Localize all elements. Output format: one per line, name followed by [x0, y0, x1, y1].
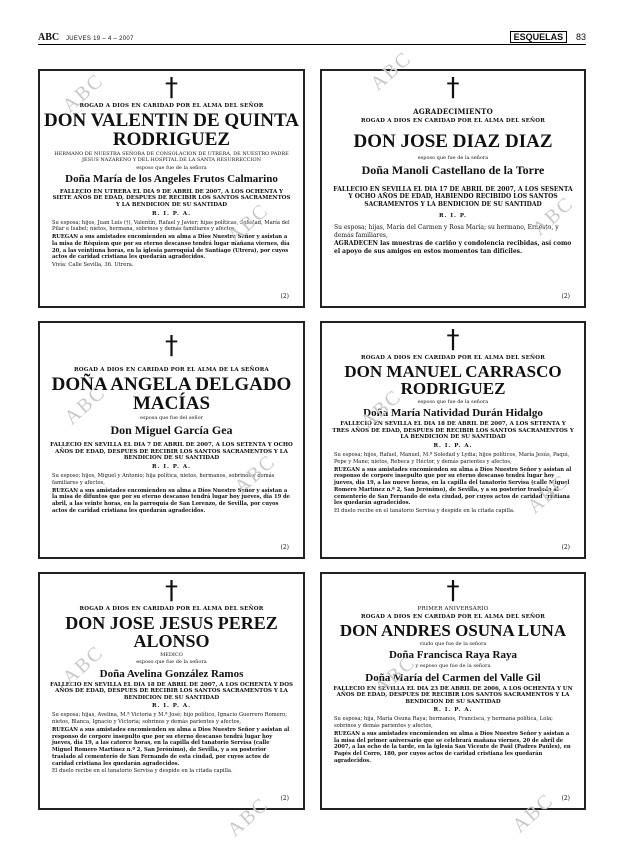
issue-date: JUEVES 19 – 4 – 2007	[66, 36, 134, 42]
cross-icon: †	[165, 73, 178, 103]
deceased-name: DOÑA ANGELA DELGADO MACÍAS	[51, 374, 292, 414]
section-name: ESQUELAS	[510, 31, 568, 43]
family-paragraph: Su esposa; hijos, Rafael, Manuel, M.ª Soledad y Lydia; hijos políticos, María Jesús, Paqui, Pepe y Mane; nietos, Rebeca y Héctor, y demás parientes y afectos,	[334, 452, 570, 465]
family-paragraph: Su esposa; hijos, Juan Luis (†), Valentín, Rafael y Javier; hijas políticas, Soledad, María del Pilar e Isabel; nietos, hermana, sobrinos y demás familiares y afectos,	[52, 219, 290, 233]
cross-icon: †	[446, 73, 460, 103]
spouse-intro: viudo que fue de la señora	[419, 641, 487, 647]
family-paragraph: Su esposa; hija, María Osuna Raya; hermanos, Francisca, y hermana política, Lola; sobrinos y demás parientes y afectos,	[334, 716, 553, 730]
abc-watermark: ABC	[58, 641, 109, 690]
spouse-name: Doña Avelina González Ramos	[99, 667, 244, 680]
prayer-line: ROGAD A DIOS EN CARIDAD POR EL ALMA DEL SEÑOR	[79, 606, 264, 612]
abc-watermark: ABC	[58, 69, 109, 118]
notice-count: (2)	[280, 795, 289, 802]
deceased-name: DON MANUEL CARRASCO RODRIGUEZ	[344, 362, 562, 398]
obituary-notice	[320, 69, 586, 308]
rip-line: R. I. P. A.	[151, 703, 192, 710]
spouse-name: Doña María de los Angeles Frutos Calmarino	[65, 172, 278, 185]
abc-watermark: ABC	[528, 192, 579, 241]
cross-icon: †	[165, 576, 178, 606]
address-line: Vivía: Calle Sevilla, 36. Utrera.	[52, 262, 134, 269]
request-paragraph: RUEGAN a sus amistades encomienden su alma a Dios Nuestro Señor y asistan a la misa del primer aniversario que se celebrará mañana viernes, 20 de abril de 2007, a las ocho de la tarde, en la iglesia San Vicente de Paúl (Padres Paúles), en Pagés del Corro, 180, por cuyos actos de caridad cristiana les quedarán agradecidos.	[334, 730, 571, 764]
rip-line: R. I. P. A.	[151, 210, 192, 217]
deceased-name: DON JOSE JESUS PEREZ ALONSO	[65, 613, 278, 651]
family-paragraph: Su esposo; hijos, Miguel y Antonio; hija política, nietos, hermanos, sobrinos y demás familiares y afectos,	[52, 473, 275, 486]
spouse-name: Doña María Natividad Durán Hidalgo	[363, 407, 543, 420]
notice-count: (2)	[561, 795, 570, 802]
prayer-line: ROGAD A DIOS EN CARIDAD POR EL ALMA DE LA SEÑORA	[74, 367, 269, 373]
abc-watermark: ABC	[370, 651, 421, 700]
spouse-intro: esposo que fue de la señora	[417, 399, 489, 405]
family-paragraph: Su esposa; hijas, Avelina, M.ª Victoria y M.ª José; hijo político, Ignacio Guerrero Romero; nietos, Blanca, Ignacio y Victoria; sobrinos y demás parientes y afectos,	[52, 712, 288, 726]
abc-watermark: ABC	[223, 793, 274, 842]
death-details: FALLECIO EN SEVILLA EL DIA 18 DE ABRIL DE 2007, A LOS SETENTA Y TRES AÑOS DE EDAD, DESPUES DE RECIBIR LOS SANTOS SACRAMENTOS Y LA BENDICION DE SU SANTIDAD	[332, 421, 574, 441]
abc-watermark: ABC	[356, 385, 407, 434]
obituary-notice	[38, 572, 305, 810]
header-right	[510, 32, 586, 43]
notice-count: (2)	[280, 544, 289, 551]
abc-watermark: ABC	[60, 381, 111, 430]
header-rule	[38, 44, 586, 45]
rip-line: R. I. P. A.	[433, 443, 473, 450]
notice-preface: AGRADECIMIENTO	[413, 107, 493, 116]
cross-icon: †	[446, 576, 460, 606]
abc-watermark: ABC	[523, 470, 574, 519]
abc-watermark: ABC	[223, 199, 274, 248]
spouse-intro: esposo que fue de la señora	[136, 659, 207, 666]
deceased-name: DON ANDRES OSUNA LUNA	[339, 621, 567, 640]
deceased-name: DON VALENTIN DE QUINTA RODRIGUEZ	[44, 110, 299, 150]
cross-icon: †	[165, 331, 178, 361]
death-details: FALLECIO EN SEVILLA EL DIA 7 DE ABRIL DE 2007, A LOS SETENTA Y OCHO AÑOS DE EDAD, DESPUES DE RECIBIR LOS SANTOS SACRAMENTOS Y LA BENDICION DE SU SANTIDAD	[50, 442, 293, 462]
mourning-line: El duelo recibe en el tanatorio Servisa y despide en la citada capilla.	[52, 768, 233, 775]
paper-name: ABC	[38, 32, 60, 43]
rip-line: R. I. P. A.	[433, 707, 473, 714]
obituary-notice	[320, 572, 586, 810]
thanks-paragraph: AGRADECEN las muestras de cariño y condolencia recibidas, así como el apoyo de sus amigos en estos momentos tan difíciles.	[334, 240, 572, 256]
second-spouse-intro: y esposo que fue de la señora	[415, 663, 491, 670]
request-paragraph: RUEGAN a sus amistades encomienden su alma a Dios Nuestro Señor y asistan a la misa de difuntos que por su eterno descanso tendrá lugar hoy jueves, día 19 de abril, a las veinte horas, en la parroquia de San Lorenzo, de Sevilla, por cuyos actos de caridad cristiana les quedarán agradecidos.	[52, 487, 290, 514]
death-details: FALLECIO EN SEVILLA EL DIA 23 DE ABRIL DE 2006, A LOS OCHENTA Y UN AÑOS DE EDAD, DESPUES DE RECIBIR LOS SANTOS SACRAMENTOS Y LA BENDICION DE SU SANTIDAD	[333, 685, 573, 705]
notice-preface: PRIMER ANIVERSARIO	[417, 606, 489, 612]
abc-watermark: ABC	[366, 47, 417, 96]
spouse-name: Doña Manoli Castellano de la Torre	[361, 163, 545, 178]
spouse-intro: esposo que fue de la señora	[417, 155, 489, 161]
prayer-line: ROGAD A DIOS EN CARIDAD POR EL ALMA DEL SEÑOR	[79, 103, 264, 109]
prayer-line: ROGAD A DIOS EN CARIDAD POR EL ALMA DEL SEÑOR	[361, 614, 545, 620]
notice-count: (2)	[561, 544, 570, 551]
header-left	[38, 32, 134, 43]
cross-icon: †	[446, 325, 460, 355]
spouse-intro: esposo que fue de la señora	[136, 164, 207, 171]
notice-count: (2)	[280, 293, 289, 300]
obituary-notice	[38, 321, 305, 559]
spouse-intro: esposa que fue del señor	[140, 415, 203, 421]
abc-watermark: ABC	[230, 450, 281, 499]
death-details: FALLECIO EN SEVILLA EL DIA 18 DE ABRIL DE 2007, A LOS OCHENTA Y DOS AÑOS DE EDAD, DESPUES DE RECIBIR LOS SANTOS SACRAMENTOS Y LA BENDICION DE SU SANTIDAD	[50, 681, 293, 701]
obituary-notice	[320, 321, 586, 559]
death-details: FALLECIO EN UTRERA EL DIA 9 DE ABRIL DE 2007, A LOS OCHENTA Y SIETE AÑOS DE EDAD, DESPUES DE RECIBIR LOS SANTOS SACRAMENTOS Y LA BENDICION DE SU SANTIDAD	[52, 188, 291, 208]
prayer-line: ROGAD A DIOS EN CARIDAD POR EL ALMA DEL SEÑOR	[361, 355, 545, 361]
deceased-title: HERMANO DE NUESTRA SEÑORA DE CONSOLACION DE UTRERA, DE NUESTRO PADRE JESUS NAZARENO Y DEL HOSPITAL DE LA SANTA RESURRECCION	[54, 151, 289, 164]
family-paragraph: Su esposa; hijas, María del Carmen y Rosa María; su hermano, Ernesto, y demás familiares,	[334, 223, 559, 239]
request-paragraph: RUEGAN a sus amistades encomienden su alma a Dios Nuestro Señor y asistan al responso de corpore insepulto que por su eterno descanso tendrá lugar hoy jueves, día 19, a las catorce horas, en la capilla del tanatorio Servisa (calle Miguel Romero Martínez n.º 2, San Jerónimo), de Sevilla, y a su posterior traslado al cementerio de San Fernando de esta ciudad, por cuyos actos de caridad cristiana les quedarán agradecidos.	[52, 726, 290, 767]
request-paragraph: RUEGAN a sus amistades encomienden su alma a Dios Nuestro Señor y asistan al responso de corpore insepulto que por su eterno descanso tendrá lugar hoy jueves, día 19, a las nueve horas, en la capilla del tanatorio Servisa (calle Miguel Romero Martínez n.º 2, San Jerónimo), de Sevilla, y a su posterior traslado al cementerio de San Fernando de esta ciudad, por cuyos actos de caridad cristiana les quedarán agradecidos.	[334, 466, 572, 507]
request-paragraph: RUEGAN a sus amistades encomienden su alma a Dios Nuestro Señor y asistan a la misa de Réquiem que por su eterno descanso tendrá lugar mañana viernes, día 20, a las veintiuna horas, en la iglesia parroquial de Santiago (Utrera), por cuyos actos de caridad cristiana les quedarán agradecidos.	[52, 234, 290, 261]
spouse-name: Doña Francisca Raya Raya	[388, 649, 518, 662]
spouse-name: Don Miguel García Gea	[110, 423, 233, 438]
notice-count: (2)	[561, 293, 570, 300]
abc-watermark: ABC	[508, 789, 559, 838]
deceased-title: MEDICO	[160, 652, 183, 658]
death-details: FALLECIO EN SEVILLA EL DIA 17 DE ABRIL DE 2007, A LOS SESENTA Y OCHO AÑOS DE EDAD, HABIENDO RECIBIDO LOS SANTOS SACRAMENTOS Y LA BENDICION DE SU SANTIDAD	[333, 186, 573, 208]
deceased-name: DON JOSE DIAZ DIAZ	[353, 131, 553, 152]
second-spouse-name: Doña María del Carmen del Valle Gil	[365, 671, 541, 684]
rip-line: R. I. P.	[439, 212, 467, 219]
prayer-line: ROGAD A DIOS EN CARIDAD POR EL ALMA DEL SEÑOR	[361, 118, 545, 124]
mourning-line: El duelo recibe en el tanatorio Servisa y despide en la citada capilla.	[334, 508, 515, 515]
page-number: 83	[575, 32, 586, 42]
rip-line: R. I. P. A.	[151, 464, 192, 471]
